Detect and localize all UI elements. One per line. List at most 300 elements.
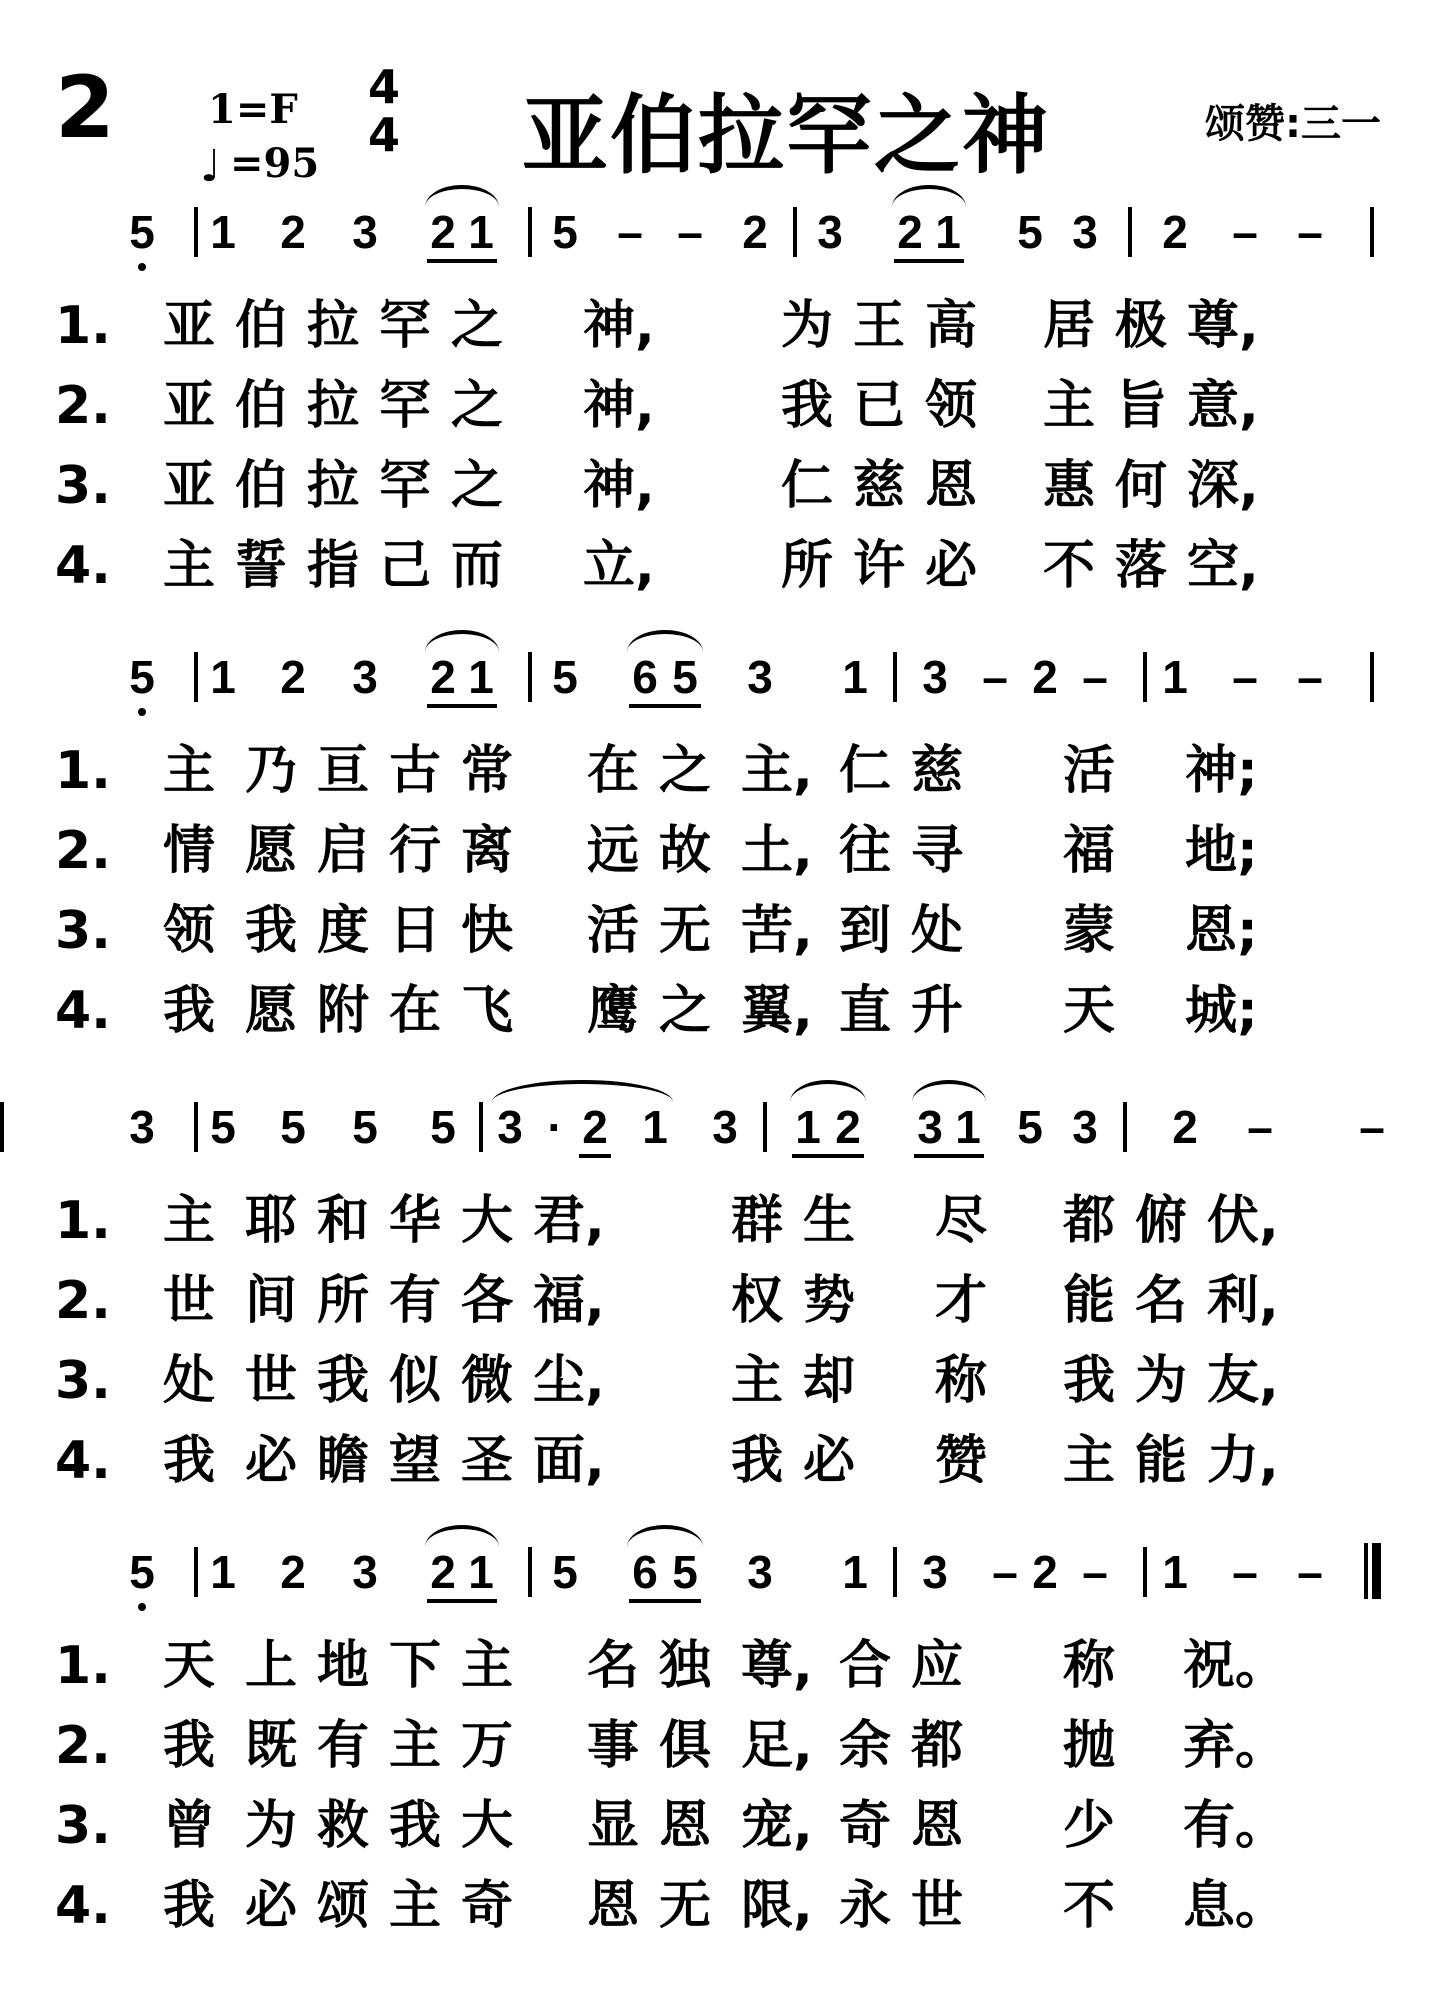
lyric-syllable: 似	[389, 1351, 442, 1411]
lyric-syllable: 曾	[163, 1796, 216, 1856]
beam-underline	[427, 704, 497, 708]
lyric-syllable: 之	[659, 981, 712, 1041]
lyric-syllable: 己	[379, 536, 432, 596]
lyric-syllable: 鹰	[587, 981, 640, 1041]
note: 5	[129, 206, 155, 258]
lyric-syllable: 离	[461, 821, 514, 881]
note: 2	[430, 1546, 456, 1598]
barline	[528, 1547, 532, 1597]
lyric-syllable: 为	[1135, 1351, 1188, 1411]
lyric-syllable: 伯	[235, 296, 288, 356]
lyric-syllable: 王	[853, 296, 906, 356]
lyric-syllable: 赞	[935, 1431, 988, 1491]
lyric-syllable: 我	[781, 376, 834, 436]
lyric-syllable: 到	[839, 901, 892, 961]
verse-number: 2.	[55, 376, 111, 436]
beam-underline	[894, 259, 964, 263]
lyric-syllable: 所	[781, 536, 834, 596]
lyric-syllable: 却	[803, 1351, 856, 1411]
note: 5	[430, 1101, 456, 1153]
dot-note: ·	[547, 1101, 563, 1153]
note: 5	[1017, 206, 1043, 258]
note: 2	[582, 1101, 608, 1153]
note: 5	[552, 651, 578, 703]
dash-note: –	[1297, 651, 1323, 703]
lyric-syllable: 不	[1063, 1876, 1116, 1936]
lyric-syllable: 高	[925, 296, 978, 356]
note: 1	[210, 206, 236, 258]
lyric-syllable: 势	[803, 1271, 856, 1331]
lyric-syllable: 往	[839, 821, 892, 881]
lyric-syllable: 主	[461, 1636, 514, 1696]
lyric-syllable: 世	[163, 1271, 216, 1331]
slur-arc	[425, 1525, 499, 1547]
lyric-syllable: 之	[451, 456, 504, 516]
lyric-syllable: 圣	[461, 1431, 514, 1491]
note: 3	[922, 1546, 948, 1598]
lyric-syllable: 情	[163, 821, 216, 881]
barline	[1370, 652, 1374, 702]
verse-number: 4.	[55, 1876, 111, 1936]
barline	[1128, 207, 1132, 257]
note: 3	[922, 651, 948, 703]
note: 2	[742, 206, 768, 258]
lyric-syllable: 称	[1063, 1636, 1116, 1696]
lyric-syllable: 恩	[659, 1796, 712, 1856]
lyric-syllable: 旨	[1115, 376, 1168, 436]
lyric-syllable: 亚	[163, 376, 216, 436]
lyric-syllable: 福	[1063, 821, 1116, 881]
beam-underline	[427, 259, 497, 263]
lyric-syllable: 之	[451, 296, 504, 356]
lyric-syllable: 空,	[1187, 536, 1259, 596]
verse-number: 2.	[55, 821, 111, 881]
lyric-syllable: 称	[935, 1351, 988, 1411]
note: 3	[747, 651, 773, 703]
lyric-syllable: 独	[659, 1636, 712, 1696]
lyric-syllable: 已	[853, 376, 906, 436]
note: 2	[280, 651, 306, 703]
dash-note: –	[1359, 1101, 1385, 1153]
barline	[479, 1102, 483, 1152]
lyric-syllable: 升	[911, 981, 964, 1041]
verse-number: 3.	[55, 456, 111, 516]
barline	[763, 1102, 767, 1152]
lyric-syllable: 活	[587, 901, 640, 961]
lyric-syllable: 古	[389, 741, 442, 801]
lyric-syllable: 俱	[659, 1716, 712, 1776]
lyric-syllable: 而	[451, 536, 504, 596]
lyric-syllable: 远	[587, 821, 640, 881]
lyric-syllable: 我	[245, 901, 298, 961]
note: 1	[210, 651, 236, 703]
note: 2	[280, 206, 306, 258]
beam-underline	[914, 1154, 984, 1158]
lyric-syllable: 日	[389, 901, 442, 961]
lyric-syllable: 友,	[1207, 1351, 1279, 1411]
note: 3	[129, 1101, 155, 1153]
lyric-syllable: 各	[461, 1271, 514, 1331]
lyric-syllable: 神;	[1185, 741, 1258, 801]
note: 3	[712, 1101, 738, 1153]
barline	[793, 207, 797, 257]
dash-note: –	[1232, 206, 1258, 258]
beam-underline	[792, 1154, 864, 1158]
lyric-syllable: 之	[451, 376, 504, 436]
lyric-syllable: 弃。	[1183, 1716, 1288, 1776]
lyric-syllable: 愿	[245, 981, 298, 1041]
key-signature: 1=F	[208, 86, 298, 133]
lyric-syllable: 利,	[1207, 1271, 1279, 1331]
lyric-syllable: 大	[461, 1796, 514, 1856]
lyric-syllable: 处	[163, 1351, 216, 1411]
time-signature-bottom: 4	[368, 108, 401, 162]
note: 3	[352, 651, 378, 703]
verse-number: 2.	[55, 1271, 111, 1331]
beam-underline	[629, 704, 701, 708]
note: 2	[1032, 1546, 1058, 1598]
lyric-syllable: 福,	[533, 1271, 605, 1331]
lyric-syllable: 伯	[235, 376, 288, 436]
lyric-syllable: 在	[389, 981, 442, 1041]
note: 2	[430, 206, 456, 258]
beam-underline	[579, 1154, 611, 1158]
tempo-marking	[200, 140, 320, 192]
note: 1	[210, 1546, 236, 1598]
lyric-syllable: 寻	[911, 821, 964, 881]
note: 1	[1162, 1546, 1188, 1598]
lyric-syllable: 主	[163, 741, 216, 801]
slur-arc	[492, 1080, 673, 1102]
lyric-syllable: 活	[1063, 741, 1116, 801]
note: 5	[129, 651, 155, 703]
lyric-syllable: 有。	[1183, 1796, 1288, 1856]
lyric-syllable: 主	[163, 536, 216, 596]
lyric-syllable: 主	[731, 1351, 784, 1411]
lyric-syllable: 望	[389, 1431, 442, 1491]
verse-number: 3.	[55, 1796, 111, 1856]
lyric-syllable: 我	[1063, 1351, 1116, 1411]
lyric-syllable: 天	[1063, 981, 1116, 1041]
hymn-number: 2	[55, 58, 115, 158]
lyric-syllable: 度	[317, 901, 370, 961]
dash-note: –	[1232, 1546, 1258, 1598]
hymn-author: 颂赞:三一	[1205, 101, 1381, 147]
lyric-syllable: 拉	[307, 296, 360, 356]
verse-number: 4.	[55, 536, 111, 596]
lyric-syllable: 恩	[587, 1876, 640, 1936]
tempo-value: =95	[230, 140, 320, 187]
note: 2	[1162, 206, 1188, 258]
dash-note: –	[992, 1546, 1018, 1598]
lyric-syllable: 慈	[853, 456, 906, 516]
lyric-syllable: 面,	[533, 1431, 605, 1491]
notation-row	[0, 1545, 1450, 1615]
lyric-syllable: 我	[389, 1796, 442, 1856]
verse-number: 4.	[55, 1431, 111, 1491]
time-signature-top: 4	[368, 60, 401, 114]
note: 1	[955, 1101, 981, 1153]
lyric-syllable: 无	[659, 901, 712, 961]
note: 5	[129, 1546, 155, 1598]
note: 2	[430, 651, 456, 703]
lyric-syllable: 所	[317, 1271, 370, 1331]
lyric-syllable: 慈	[911, 741, 964, 801]
note: 5	[1017, 1101, 1043, 1153]
note: 2	[1172, 1101, 1198, 1153]
lyric-syllable: 有	[317, 1716, 370, 1776]
lyric-syllable: 能	[1063, 1271, 1116, 1331]
note: 1	[1162, 651, 1188, 703]
lyric-syllable: 尊,	[741, 1636, 813, 1696]
barline	[1123, 1102, 1127, 1152]
note: 3	[352, 1546, 378, 1598]
barline	[893, 652, 897, 702]
barline	[893, 1547, 897, 1597]
hymn-title: 亚伯拉罕之神	[522, 86, 1050, 186]
lyric-syllable: 合	[839, 1636, 892, 1696]
lyric-syllable: 主	[1063, 1431, 1116, 1491]
note: 6	[632, 651, 658, 703]
lyric-syllable: 蒙	[1063, 901, 1116, 961]
lyric-syllable: 事	[587, 1716, 640, 1776]
lyric-syllable: 拉	[307, 376, 360, 436]
barline	[528, 652, 532, 702]
lyric-syllable: 为	[245, 1796, 298, 1856]
barline	[0, 1102, 4, 1152]
note: 5	[352, 1101, 378, 1153]
lyric-syllable: 为	[781, 296, 834, 356]
lyric-syllable: 限,	[741, 1876, 813, 1936]
verse-number: 1.	[55, 741, 111, 801]
lyric-syllable: 余	[839, 1716, 892, 1776]
barline	[194, 207, 198, 257]
lyric-syllable: 惠	[1043, 456, 1096, 516]
lyric-syllable: 和	[317, 1191, 370, 1251]
lyric-syllable: 恩	[925, 456, 978, 516]
note: 1	[935, 206, 961, 258]
lyric-syllable: 土,	[741, 821, 813, 881]
note: 1	[842, 651, 868, 703]
note: 5	[210, 1101, 236, 1153]
notation-row	[0, 205, 1450, 275]
note: 5	[552, 1546, 578, 1598]
lyric-syllable: 间	[245, 1271, 298, 1331]
lyric-syllable: 君,	[533, 1191, 605, 1251]
lyric-syllable: 神,	[583, 456, 655, 516]
lyric-syllable: 少	[1063, 1796, 1116, 1856]
lyric-syllable: 翼,	[741, 981, 813, 1041]
lyric-syllable: 瞻	[317, 1431, 370, 1491]
lyric-syllable: 尊,	[1187, 296, 1259, 356]
lyric-syllable: 我	[163, 1716, 216, 1776]
dash-note: –	[1297, 206, 1323, 258]
lyric-syllable: 主	[389, 1876, 442, 1936]
lyric-syllable: 上	[245, 1636, 298, 1696]
lyric-syllable: 祝。	[1183, 1636, 1288, 1696]
low-octave-dot	[138, 263, 146, 271]
lyric-syllable: 主	[163, 1191, 216, 1251]
lyric-syllable: 俯	[1135, 1191, 1188, 1251]
dash-note: –	[677, 206, 703, 258]
barline	[194, 1547, 198, 1597]
lyric-syllable: 仁	[781, 456, 834, 516]
lyric-syllable: 永	[839, 1876, 892, 1936]
lyric-syllable: 万	[461, 1716, 514, 1776]
lyric-syllable: 奇	[839, 1796, 892, 1856]
verse-number: 3.	[55, 1351, 111, 1411]
lyric-syllable: 尽	[935, 1191, 988, 1251]
note: 2	[835, 1101, 861, 1153]
note: 3	[497, 1101, 523, 1153]
lyric-syllable: 立,	[583, 536, 655, 596]
barline	[1370, 207, 1374, 257]
lyric-syllable: 应	[911, 1636, 964, 1696]
lyric-syllable: 能	[1135, 1431, 1188, 1491]
dash-note: –	[1082, 651, 1108, 703]
lyric-syllable: 故	[659, 821, 712, 881]
note: 3	[1072, 1101, 1098, 1153]
verse-number: 3.	[55, 901, 111, 961]
note: 2	[897, 206, 923, 258]
quarter-note-icon: ♩	[200, 141, 221, 192]
slur-arc	[425, 185, 499, 207]
lyric-syllable: 恩;	[1185, 901, 1258, 961]
note: 6	[632, 1546, 658, 1598]
lyric-syllable: 主	[1043, 376, 1096, 436]
lyric-syllable: 世	[911, 1876, 964, 1936]
lyric-syllable: 我	[163, 981, 216, 1041]
final-barline-thin	[1364, 1543, 1368, 1599]
lyric-syllable: 力,	[1207, 1431, 1279, 1491]
lyric-syllable: 必	[925, 536, 978, 596]
lyric-syllable: 意,	[1187, 376, 1259, 436]
lyric-syllable: 下	[389, 1636, 442, 1696]
lyric-syllable: 宠,	[741, 1796, 813, 1856]
lyric-syllable: 乃	[245, 741, 298, 801]
low-octave-dot	[138, 1603, 146, 1611]
lyric-syllable: 必	[245, 1876, 298, 1936]
lyric-syllable: 显	[587, 1796, 640, 1856]
lyric-syllable: 抛	[1063, 1716, 1116, 1776]
lyric-syllable: 直	[839, 981, 892, 1041]
dash-note: –	[982, 651, 1008, 703]
note: 1	[842, 1546, 868, 1598]
verse-number: 4.	[55, 981, 111, 1041]
lyric-syllable: 罕	[379, 296, 432, 356]
lyric-syllable: 世	[245, 1351, 298, 1411]
lyric-syllable: 城;	[1185, 981, 1258, 1041]
lyric-syllable: 指	[307, 536, 360, 596]
note: 2	[1032, 651, 1058, 703]
lyric-syllable: 何	[1115, 456, 1168, 516]
lyric-syllable: 都	[911, 1716, 964, 1776]
verse-number: 1.	[55, 1191, 111, 1251]
lyric-syllable: 尘,	[533, 1351, 605, 1411]
dash-note: –	[617, 206, 643, 258]
lyric-syllable: 领	[925, 376, 978, 436]
lyric-syllable: 极	[1115, 296, 1168, 356]
lyric-syllable: 附	[317, 981, 370, 1041]
note: 2	[280, 1546, 306, 1598]
lyric-syllable: 名	[587, 1636, 640, 1696]
dash-note: –	[1297, 1546, 1323, 1598]
note: 5	[672, 1546, 698, 1598]
low-octave-dot	[138, 708, 146, 716]
notation-row	[0, 650, 1450, 720]
lyric-syllable: 华	[389, 1191, 442, 1251]
lyric-syllable: 苦,	[741, 901, 813, 961]
note: 1	[468, 1546, 494, 1598]
lyric-syllable: 快	[461, 901, 514, 961]
lyric-syllable: 微	[461, 1351, 514, 1411]
lyric-syllable: 主,	[741, 741, 813, 801]
lyric-syllable: 行	[389, 821, 442, 881]
lyric-syllable: 神,	[583, 296, 655, 356]
note: 5	[672, 651, 698, 703]
lyric-syllable: 飞	[461, 981, 514, 1041]
lyric-syllable: 之	[659, 741, 712, 801]
note: 3	[352, 206, 378, 258]
verse-number: 1.	[55, 1636, 111, 1696]
barline	[194, 1102, 198, 1152]
note: 5	[280, 1101, 306, 1153]
lyric-syllable: 颂	[317, 1876, 370, 1936]
lyric-syllable: 大	[461, 1191, 514, 1251]
lyric-syllable: 愿	[245, 821, 298, 881]
lyric-syllable: 我	[163, 1431, 216, 1491]
lyric-syllable: 启	[317, 821, 370, 881]
lyric-syllable: 权	[731, 1271, 784, 1331]
lyric-syllable: 都	[1063, 1191, 1116, 1251]
lyric-syllable: 生	[803, 1191, 856, 1251]
lyric-syllable: 亚	[163, 456, 216, 516]
lyric-syllable: 深,	[1187, 456, 1259, 516]
note: 5	[552, 206, 578, 258]
lyric-syllable: 息。	[1183, 1876, 1288, 1936]
lyric-syllable: 恩	[911, 1796, 964, 1856]
lyric-syllable: 必	[803, 1431, 856, 1491]
lyric-syllable: 既	[245, 1716, 298, 1776]
lyric-syllable: 神,	[583, 376, 655, 436]
lyric-syllable: 奇	[461, 1876, 514, 1936]
verse-number: 1.	[55, 296, 111, 356]
lyric-syllable: 罕	[379, 456, 432, 516]
lyric-syllable: 有	[389, 1271, 442, 1331]
lyric-syllable: 落	[1115, 536, 1168, 596]
lyric-syllable: 拉	[307, 456, 360, 516]
lyric-syllable: 许	[853, 536, 906, 596]
lyric-syllable: 无	[659, 1876, 712, 1936]
barline	[1143, 652, 1147, 702]
lyric-syllable: 居	[1043, 296, 1096, 356]
lyric-syllable: 伯	[235, 456, 288, 516]
slur-arc	[790, 1080, 866, 1102]
lyric-syllable: 不	[1043, 536, 1096, 596]
final-barline-thick	[1372, 1543, 1381, 1599]
note: 1	[642, 1101, 668, 1153]
lyric-syllable: 必	[245, 1431, 298, 1491]
lyric-syllable: 处	[911, 901, 964, 961]
note: 3	[817, 206, 843, 258]
lyric-syllable: 才	[935, 1271, 988, 1331]
note: 3	[747, 1546, 773, 1598]
lyric-syllable: 天	[163, 1636, 216, 1696]
lyric-syllable: 罕	[379, 376, 432, 436]
lyric-syllable: 仁	[839, 741, 892, 801]
slur-arc	[912, 1080, 986, 1102]
lyric-syllable: 誓	[235, 536, 288, 596]
